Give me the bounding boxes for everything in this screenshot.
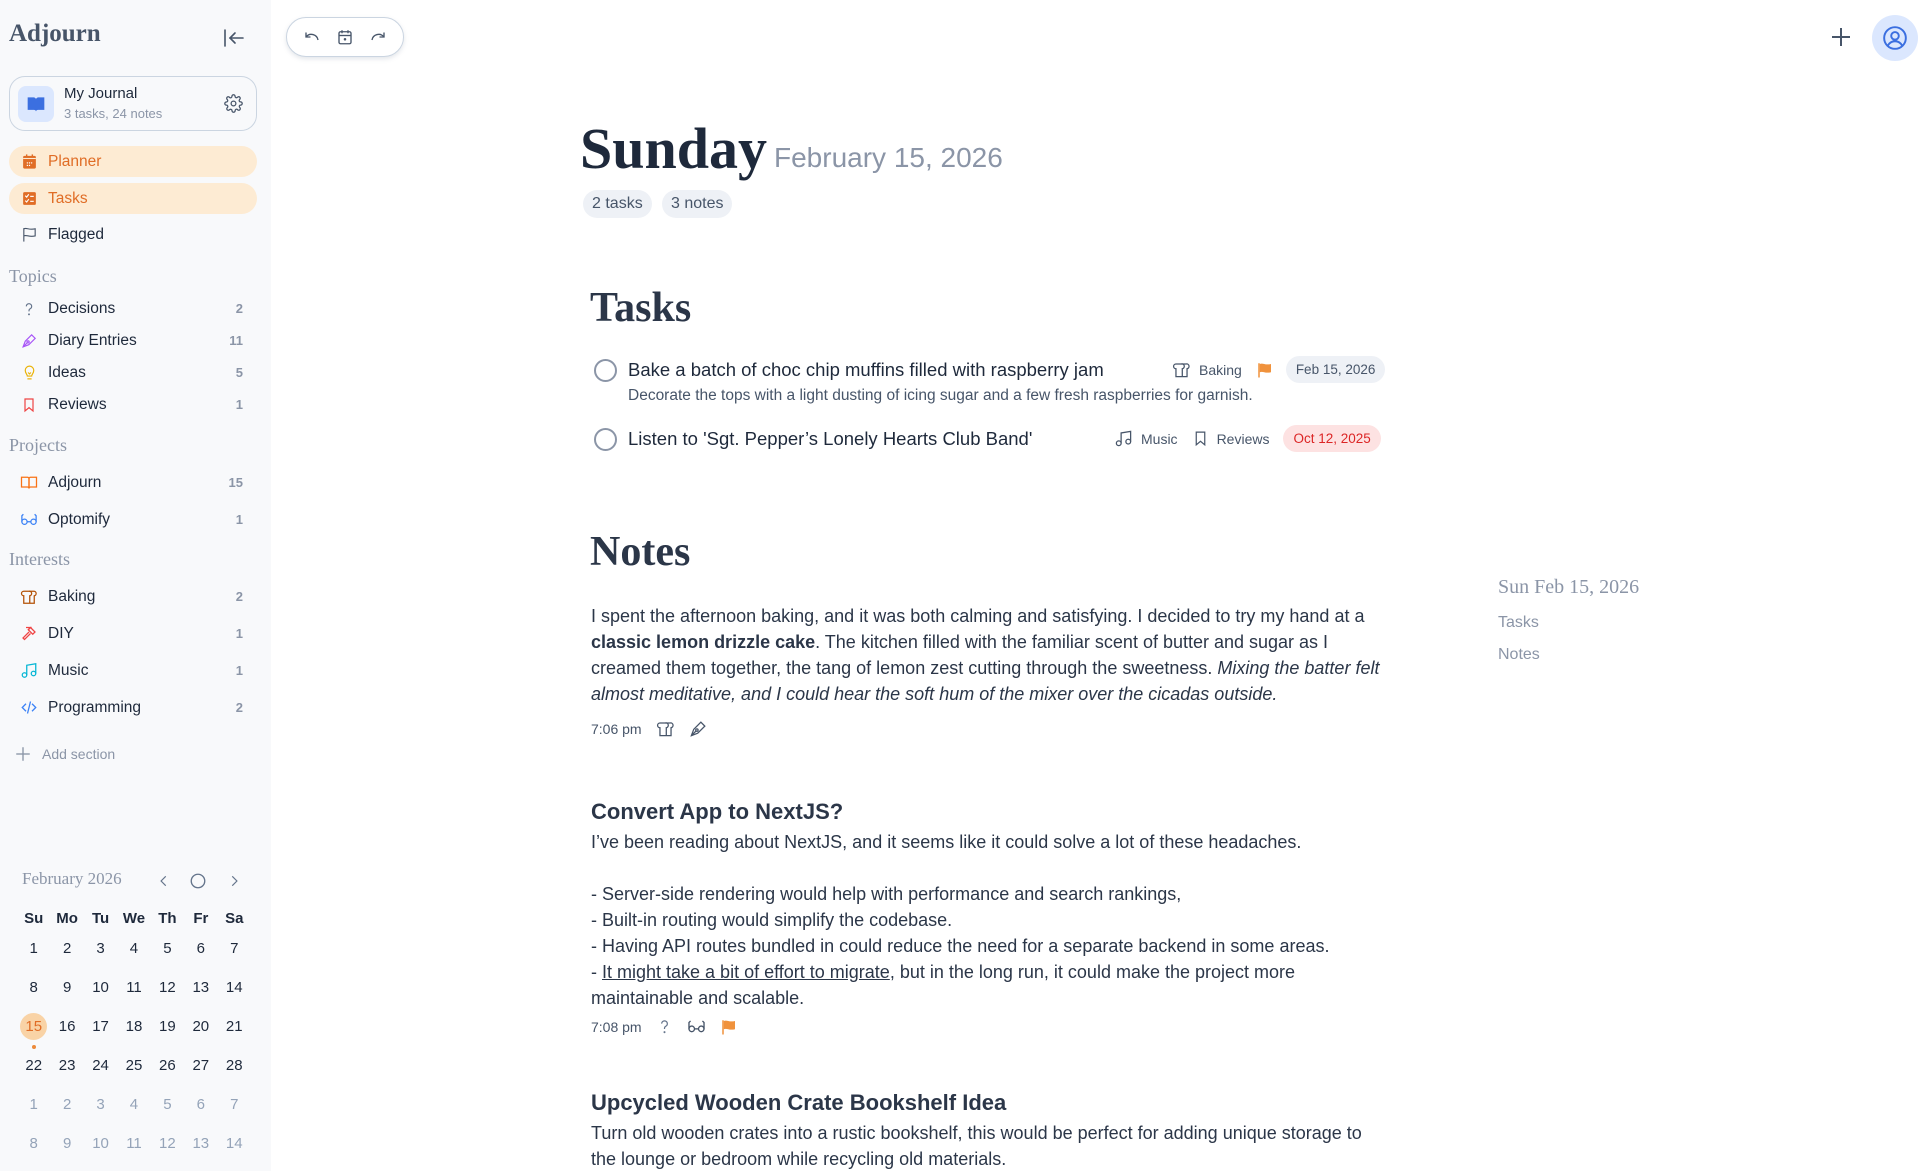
gear-icon — [224, 94, 243, 113]
task-tag-baking[interactable] — [1172, 360, 1242, 379]
glasses-icon — [20, 511, 38, 529]
calendar-day[interactable] — [84, 1135, 117, 1152]
calendar-day[interactable] — [184, 979, 217, 996]
weekday-label: Tu — [91, 909, 110, 927]
tasks-count-chip[interactable]: 2 tasks — [583, 190, 652, 218]
note-body[interactable]: Turn old wooden crates into a rustic bookshelf, this would be perfect for adding unique storage to the lounge or bedroom while recycling old materials. — [591, 1123, 1362, 1169]
sidebar — [0, 0, 271, 1171]
nav-label: Tasks — [48, 189, 88, 207]
task-title[interactable]: Bake a batch of choc chip muffins filled with raspberry jam — [628, 359, 1104, 380]
calendar-week-row — [17, 1007, 251, 1046]
day-number: 3 — [96, 1096, 105, 1113]
item-label: Programming — [48, 698, 142, 716]
calendar-day[interactable] — [184, 1135, 217, 1152]
day-number: 15 — [20, 1013, 47, 1040]
day-number: 25 — [125, 1057, 143, 1074]
item-count: 1 — [235, 663, 243, 678]
calendar-day[interactable] — [184, 1018, 217, 1035]
history-toolbar — [286, 17, 404, 57]
note-meta — [591, 719, 708, 738]
note-title[interactable]: Upcycled Wooden Crate Bookshelf Idea — [591, 1090, 1007, 1115]
calendar-day[interactable] — [117, 1135, 150, 1152]
day-number: 26 — [159, 1057, 176, 1074]
calendar-day[interactable] — [50, 1057, 83, 1074]
calendar-day[interactable] — [84, 979, 117, 996]
day-number: 14 — [225, 1135, 243, 1152]
day-number: 18 — [125, 1018, 143, 1035]
item-count: 5 — [235, 365, 243, 380]
section-title-topics: Topics — [9, 266, 57, 286]
weekday-label: Su — [24, 909, 44, 927]
flag-icon[interactable] — [720, 1018, 738, 1036]
calendar-day[interactable] — [17, 1057, 50, 1074]
toc-date[interactable]: Sun Feb 15, 2026 — [1498, 576, 1640, 598]
day-number: 24 — [92, 1057, 109, 1074]
item-label: Baking — [48, 587, 96, 605]
item-label: DIY — [48, 624, 74, 642]
bread-icon — [20, 588, 38, 606]
calendar-day[interactable] — [151, 1096, 184, 1113]
add-button[interactable] — [1826, 22, 1856, 52]
day-number: 11 — [126, 1135, 142, 1152]
music-note-icon — [20, 662, 38, 680]
calendar-day[interactable] — [218, 940, 251, 957]
calendar-day[interactable] — [151, 940, 184, 957]
calendar-day[interactable] — [84, 1018, 117, 1035]
bullet-prefix: - — [591, 962, 602, 982]
day-number: 21 — [225, 1018, 243, 1035]
journal-switcher[interactable] — [9, 76, 257, 131]
section-title-projects: Projects — [9, 435, 67, 455]
flag-icon — [20, 226, 38, 244]
day-number: 12 — [159, 979, 176, 996]
item-count: 2 — [235, 589, 243, 604]
checklist-icon — [20, 190, 38, 208]
weekday-label: Mo — [56, 909, 78, 927]
calendar-week-row — [17, 1124, 251, 1163]
calendar-day[interactable] — [117, 979, 150, 996]
task-tag-reviews[interactable] — [1192, 430, 1270, 447]
lightbulb-icon — [20, 364, 38, 382]
calendar-day[interactable] — [218, 1057, 251, 1074]
day-number: 11 — [126, 979, 142, 996]
day-number: 2 — [62, 1096, 72, 1113]
nav-planner[interactable] — [9, 146, 257, 177]
sidebar-item-music[interactable] — [9, 655, 257, 686]
day-number: 6 — [196, 940, 205, 957]
calendar-day[interactable] — [117, 1018, 150, 1035]
pen-nib-icon — [20, 332, 38, 350]
notes-count-chip[interactable]: 3 notes — [662, 190, 732, 218]
sidebar-item-baking[interactable] — [9, 581, 257, 612]
day-number: 27 — [192, 1057, 210, 1074]
note-underlined-text: It might take a bit of effort to migrate — [602, 962, 890, 982]
nav-flagged[interactable] — [9, 219, 257, 250]
calendar-week-row — [17, 929, 251, 968]
day-number: 17 — [92, 1018, 109, 1035]
item-label: Music — [48, 661, 89, 679]
day-number: 7 — [230, 940, 239, 957]
item-count: 15 — [228, 475, 243, 490]
day-number: 5 — [163, 940, 172, 957]
day-number: 16 — [58, 1018, 76, 1035]
chevron-left-icon — [157, 874, 171, 888]
item-label: Adjourn — [48, 473, 102, 491]
glasses-icon[interactable] — [687, 1017, 706, 1036]
note-italic-text: Mixing the batter felt almost meditative, and I could hear the soft hum of the mixer over the cicadas outside. — [591, 658, 1380, 704]
calendar-next-button[interactable] — [223, 870, 245, 892]
calendar-day[interactable] — [151, 1135, 184, 1152]
nav-label: Planner — [48, 152, 102, 170]
music-note-icon — [1114, 429, 1133, 448]
journal-settings-button[interactable] — [222, 92, 244, 114]
task-meta — [1114, 425, 1381, 452]
day-number: 14 — [225, 979, 243, 996]
item-label: Diary Entries — [48, 331, 137, 349]
weekday-label: Th — [158, 909, 177, 927]
toc-link-tasks[interactable]: Tasks — [1498, 614, 1539, 631]
note-time: 7:08 pm — [591, 1018, 642, 1035]
calendar-weekday-row — [17, 907, 251, 929]
item-count: 2 — [235, 700, 243, 715]
journal-name: My Journal — [64, 85, 138, 102]
pen-nib-icon[interactable] — [689, 719, 708, 738]
redo-icon — [369, 28, 387, 46]
nav-tasks[interactable] — [9, 183, 257, 214]
note-bullet — [591, 959, 1391, 1011]
calendar-day[interactable] — [218, 1096, 251, 1113]
day-number: 13 — [192, 1135, 210, 1152]
calendar-day[interactable] — [117, 1057, 150, 1074]
calendar-day[interactable] — [84, 940, 117, 957]
bookmark-icon — [1192, 430, 1209, 447]
calendar-day[interactable] — [50, 940, 83, 957]
item-label: Ideas — [48, 363, 86, 381]
note-bullet: - Server-side rendering would help with performance and search rankings, — [591, 884, 1182, 904]
calendar-prev-button[interactable] — [153, 870, 175, 892]
calendar-day[interactable] — [50, 1018, 83, 1035]
calendar-week-row — [17, 1085, 251, 1124]
page-title-day: Sunday — [580, 116, 768, 181]
item-label: Optomify — [48, 510, 111, 528]
day-number: 1 — [29, 940, 38, 957]
day-number: 20 — [192, 1018, 210, 1035]
calendar-today-icon — [336, 28, 354, 46]
sidebar-item-adjourn[interactable] — [9, 467, 257, 498]
day-number: 1 — [29, 1096, 38, 1113]
note-bold-text: classic lemon drizzle cake — [591, 632, 816, 652]
note-text: I spent the afternoon baking, and it was both calming and satisfying. I decided to try my hand at a — [591, 606, 1365, 626]
calendar-today-button[interactable] — [187, 870, 209, 892]
page-date: February 15, 2026 — [774, 142, 1003, 173]
chevron-right-icon — [227, 874, 241, 888]
calendar-day[interactable] — [151, 1018, 184, 1035]
item-count: 2 — [235, 301, 243, 316]
note-body[interactable] — [591, 603, 1391, 707]
day-number: 3 — [96, 940, 105, 957]
day-number: 10 — [92, 1135, 109, 1152]
calendar-day-selected[interactable] — [17, 1013, 50, 1040]
weekday-label: Fr — [193, 909, 209, 927]
day-number: 7 — [230, 1096, 239, 1113]
item-count: 11 — [229, 333, 243, 348]
circle-icon — [189, 872, 207, 890]
undo-icon — [303, 28, 321, 46]
weekday-label: We — [122, 909, 146, 927]
nav-label: Flagged — [48, 225, 105, 243]
calendar-day[interactable] — [50, 1135, 83, 1152]
add-section-button[interactable] — [14, 745, 115, 763]
add-section-label: Add section — [42, 746, 116, 762]
question-icon — [20, 300, 38, 318]
day-number: 8 — [29, 1135, 38, 1152]
calendar-day[interactable] — [17, 940, 50, 957]
tag-label: Baking — [1199, 361, 1242, 378]
day-number: 8 — [29, 979, 38, 996]
item-count: 1 — [235, 626, 243, 641]
task-due-date-overdue[interactable]: Oct 12, 2025 — [1283, 425, 1380, 452]
calendar-day[interactable] — [184, 1057, 217, 1074]
note-bullet: - Built-in routing would simplify the codebase. — [591, 910, 953, 930]
question-icon[interactable] — [656, 1018, 673, 1035]
code-icon — [20, 699, 38, 717]
note-bullet: - Having API routes bundled in could reduce the need for a separate backend in some areas. — [591, 936, 1330, 956]
day-number: 10 — [92, 979, 109, 996]
bread-icon — [1172, 360, 1191, 379]
sidebar-item-ideas[interactable] — [9, 357, 257, 388]
plus-icon — [14, 745, 32, 763]
note-text: . The kitchen filled with the familiar scent of butter and sugar as I creamed them together, the tang of lemon zest cutting through the sweetness. — [591, 632, 1329, 678]
sidebar-item-reviews[interactable] — [9, 389, 257, 420]
hammer-icon — [20, 625, 38, 643]
calendar-day[interactable] — [17, 1135, 50, 1152]
calendar-day[interactable] — [184, 940, 217, 957]
flag-icon[interactable] — [1256, 361, 1274, 379]
task-checkbox[interactable] — [594, 428, 617, 451]
calendar-week-row — [17, 968, 251, 1007]
day-number: 2 — [62, 940, 72, 957]
day-number: 5 — [163, 1096, 172, 1113]
today-button[interactable] — [333, 25, 357, 49]
item-label: Decisions — [48, 299, 116, 317]
calendar-day[interactable] — [117, 940, 150, 957]
open-book-icon — [20, 474, 38, 492]
user-circle-icon — [1882, 25, 1908, 51]
day-number: 23 — [58, 1057, 76, 1074]
note-meta — [591, 1017, 738, 1036]
day-number: 28 — [225, 1057, 243, 1074]
calendar-day[interactable] — [151, 1057, 184, 1074]
section-title-interests: Interests — [9, 549, 70, 569]
day-number: 9 — [62, 1135, 72, 1152]
note-text: , but in the long run, it could make the project more maintainable and scalable. — [591, 962, 1296, 1008]
day-number: 6 — [196, 1096, 205, 1113]
task-meta — [1172, 356, 1385, 383]
item-count: 1 — [235, 512, 243, 527]
note-title[interactable]: Convert App to NextJS? — [591, 799, 844, 824]
journal-book-icon — [18, 86, 54, 122]
tasks-heading: Tasks — [590, 285, 692, 331]
calendar-day[interactable] — [17, 1096, 50, 1113]
calendar-day[interactable] — [184, 1096, 217, 1113]
task-title[interactable]: Listen to 'Sgt. Pepper’s Lonely Hearts Club Band' — [628, 428, 1033, 449]
bread-icon[interactable] — [656, 719, 675, 738]
item-label: Reviews — [48, 395, 107, 413]
sidebar-item-diary-entries[interactable] — [9, 325, 257, 356]
tag-label: Music — [1141, 430, 1178, 447]
redo-button[interactable] — [366, 25, 390, 49]
calendar-grid — [17, 907, 251, 1163]
undo-button[interactable] — [300, 25, 324, 49]
task-checkbox[interactable] — [594, 359, 617, 382]
calendar-month-title: February 2026 — [22, 869, 122, 888]
task-due-date[interactable]: Feb 15, 2026 — [1286, 356, 1386, 383]
day-number: 13 — [192, 979, 210, 996]
day-number: 4 — [129, 940, 139, 957]
toc-link-notes[interactable]: Notes — [1498, 646, 1540, 663]
calendar-day[interactable] — [218, 979, 251, 996]
note-text: I’ve been reading about NextJS, and it seems like it could solve a lot of these headaches. — [591, 832, 1302, 852]
bookmark-icon — [20, 396, 38, 414]
note-time: 7:06 pm — [591, 720, 642, 737]
sidebar-item-optomify[interactable] — [9, 504, 257, 535]
notes-heading: Notes — [590, 529, 691, 575]
calendar-day[interactable] — [117, 1096, 150, 1113]
calendar-day[interactable] — [50, 979, 83, 996]
task-tag-music[interactable] — [1114, 429, 1178, 448]
task-description: Decorate the tops with a light dusting of icing sugar and a few fresh raspberries for garnish. — [628, 387, 1253, 404]
user-avatar-button[interactable] — [1872, 15, 1918, 61]
calendar-day[interactable] — [17, 979, 50, 996]
tag-label: Reviews — [1216, 430, 1270, 447]
day-number: 9 — [62, 979, 72, 996]
plus-icon — [1829, 25, 1853, 49]
calendar-icon — [20, 153, 38, 171]
calendar-day[interactable] — [218, 1018, 251, 1035]
sidebar-item-programming[interactable] — [9, 692, 257, 723]
calendar-day[interactable] — [84, 1057, 117, 1074]
journal-summary: 3 tasks, 24 notes — [64, 106, 163, 121]
calendar-day[interactable] — [50, 1096, 83, 1113]
collapse-sidebar-button[interactable] — [220, 24, 248, 52]
app-logo: Adjourn — [9, 20, 101, 47]
calendar-week-row — [17, 1046, 251, 1085]
weekday-label: Sa — [225, 909, 244, 927]
has-entries-dot — [32, 1045, 36, 1049]
calendar-day[interactable] — [218, 1135, 251, 1152]
calendar-day[interactable] — [84, 1096, 117, 1113]
calendar-day[interactable] — [151, 979, 184, 996]
sidebar-item-decisions[interactable] — [9, 293, 257, 324]
day-number: 22 — [25, 1057, 43, 1074]
note-body[interactable] — [591, 829, 1391, 1011]
item-count: 1 — [235, 397, 243, 412]
day-number: 19 — [159, 1018, 176, 1035]
sidebar-item-diy[interactable] — [9, 618, 257, 649]
collapse-left-icon — [222, 26, 246, 50]
day-number: 12 — [159, 1135, 176, 1152]
day-number: 4 — [129, 1096, 139, 1113]
